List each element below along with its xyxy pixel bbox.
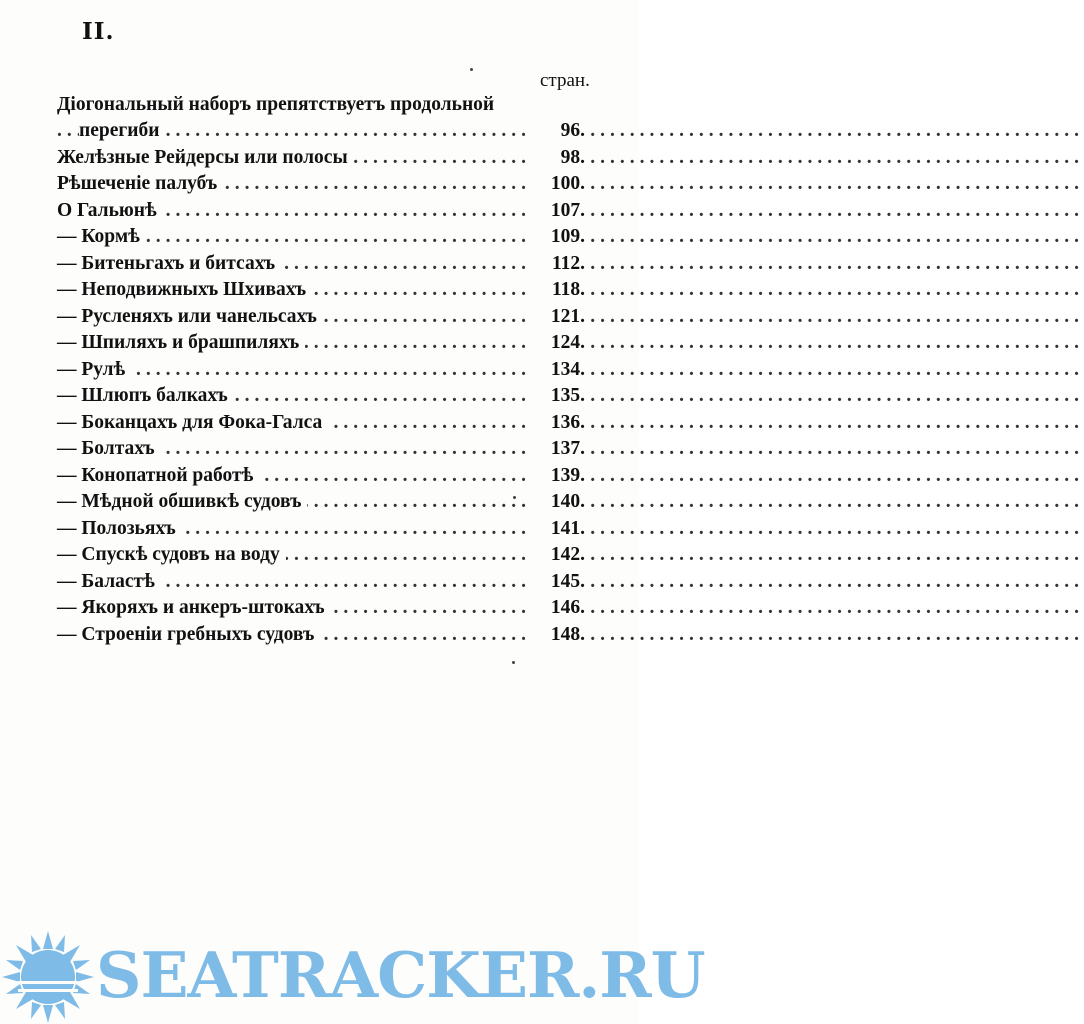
- toc-entry-page: 142.: [529, 542, 585, 568]
- toc-entry-title: Желѣзные Рейдерсы или полосы: [57, 145, 354, 171]
- toc-entry-page: 112.: [529, 251, 585, 277]
- toc-entry: [57, 145, 591, 172]
- toc-entry-title: перегиби: [79, 118, 165, 144]
- toc-entry: [57, 198, 591, 225]
- toc-entry-title: — Якоряхъ и анкеръ-штокахъ: [57, 595, 331, 621]
- toc-entry-title: — Шлюпъ балкахъ: [57, 383, 234, 409]
- toc-entry: [57, 357, 591, 384]
- toc-entry-title: — Полозьяхъ: [57, 516, 182, 542]
- toc-entry-page: 107.: [529, 198, 585, 224]
- toc-entry: [57, 410, 591, 437]
- toc-entry-page: 141.: [529, 516, 585, 542]
- toc-entry-title: О Гальюнѣ: [57, 198, 163, 224]
- toc-entry-title: — Битеньгахъ и битсахъ: [57, 251, 281, 277]
- toc-entry: [57, 277, 591, 304]
- print-speck: [470, 68, 473, 71]
- toc-entry-page: 109.: [529, 224, 585, 250]
- toc-entry-title: Рѣшеченіе палубъ: [57, 171, 223, 197]
- toc-entry-title: — Кормѣ: [57, 224, 146, 250]
- toc-entry-page: 134.: [529, 357, 585, 383]
- toc-entry-page: 136.: [529, 410, 585, 436]
- toc-entry-title: — Спускѣ судовъ на воду: [57, 542, 286, 568]
- toc-entry: [57, 489, 591, 516]
- toc-entry-page: 121.: [529, 304, 585, 330]
- toc-entry-title: — Болтахъ: [57, 436, 161, 462]
- toc-entry: [57, 383, 591, 410]
- toc-entry-title: — Русленяхъ или чанельсахъ: [57, 304, 323, 330]
- toc-entry-page: 148.: [529, 622, 585, 648]
- toc-entry-title: Діогональный наборъ препятствуетъ продольной: [57, 92, 591, 118]
- toc-entry-page: 124.: [529, 330, 585, 356]
- toc-entry-title: — Баластѣ: [57, 569, 161, 595]
- toc-entry-title: — Неподвижныхъ Шхивахъ: [57, 277, 312, 303]
- toc-entry-page: 118.: [529, 277, 585, 303]
- toc-entry: [57, 463, 591, 490]
- toc-entry-page: 145.: [529, 569, 585, 595]
- toc-entry: [57, 224, 591, 251]
- section-number: II.: [82, 18, 115, 45]
- toc-entry-title: — Боканцахъ для Фока-Галса: [57, 410, 328, 436]
- toc-entry-title: — Рулѣ: [57, 357, 131, 383]
- toc-entry-page: 146.: [529, 595, 585, 621]
- toc-entry-page: 140.: [529, 489, 585, 515]
- toc-entry: [57, 92, 591, 118]
- toc-entry: [57, 330, 591, 357]
- toc-entry: [57, 622, 591, 649]
- toc-entry: [57, 569, 591, 596]
- toc-entry-title: — Строеніи гребныхъ судовъ: [57, 622, 320, 648]
- toc-entry: [57, 595, 591, 622]
- toc-entry: [57, 304, 591, 331]
- toc-entry-page: 137.: [529, 436, 585, 462]
- toc-entry-page: 139.: [529, 463, 585, 489]
- page-column-label: стран.: [540, 70, 590, 91]
- toc-entry-page: 98.: [529, 145, 585, 171]
- toc-entry: [57, 436, 591, 463]
- toc-entry-page: 96.: [529, 118, 585, 144]
- toc-entry-page: 135.: [529, 383, 585, 409]
- toc-entry-title: — Мѣдной обшивкѣ судовъ: [57, 489, 307, 515]
- table-of-contents: [57, 92, 591, 648]
- toc-entry-title: — Шпиляхъ и брашпиляхъ: [57, 330, 305, 356]
- toc-entry-title: — Конопатной работѣ: [57, 463, 259, 489]
- toc-entry: [57, 118, 591, 145]
- toc-entry-page: 100.: [529, 171, 585, 197]
- toc-entry: [57, 516, 591, 543]
- toc-entry: [57, 251, 591, 278]
- toc-entry: [57, 171, 591, 198]
- watermark-text: SEATRACKER.RU: [96, 938, 705, 1012]
- print-speck: [512, 661, 515, 664]
- toc-entry: [57, 542, 591, 569]
